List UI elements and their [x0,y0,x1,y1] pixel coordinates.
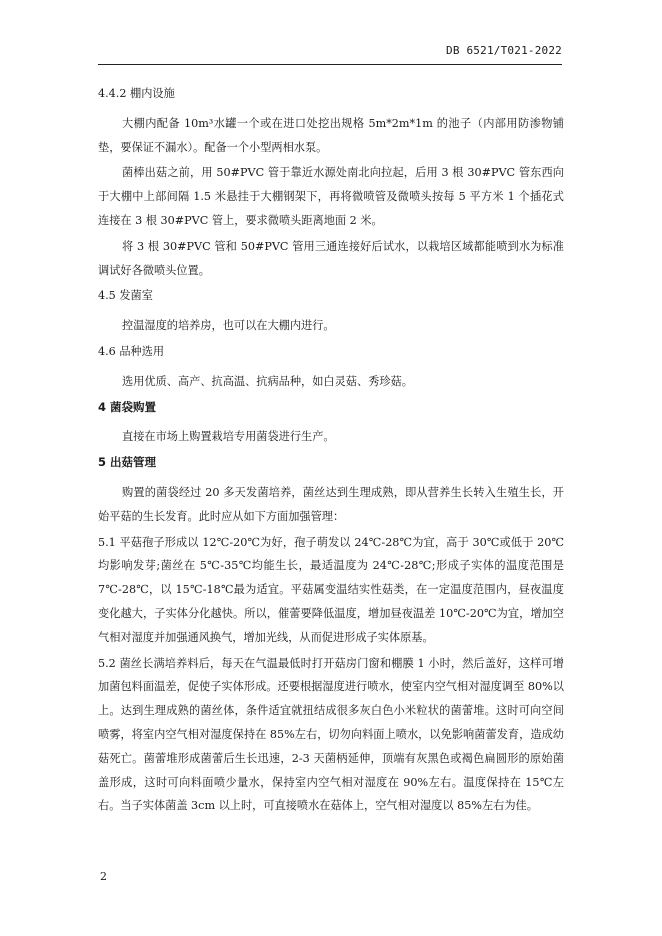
section-5-paragraph: 购置的菌袋经过 20 多天发菌培养，菌丝达到生理成熟，即从营养生长转入生殖生长，开始平菇的生长发育。此时应从如下方面加强管理： [98,485,564,523]
section-4-heading: 4 菌袋购置 [98,399,157,414]
section-5-1-paragraph: 5.1 平菇孢子形成以 12℃-20℃为好，孢子萌发以 24℃-28℃为宜，高于 30℃或低于 20℃均影响发芽;菌丝在 5℃-35℃均能生长，最适温度为 24℃-28℃;形成子实体的温度范围是 7℃-28℃，以 15℃-18℃最为适宜。平菇属变温结实性菇类，在一定温度范围内，昼夜温度变化越大，子实体分化越快。所以，催蕾要降低温度，增加昼夜温差 10℃-20℃为宜，增加空气相对湿度并加强通风换气，增加光线，从而促进形成子实体原基。 [98,535,564,644]
section-4-4-2-paragraph-2: 菌棒出菇之前，用 50#PVC 管于靠近水源处南北向拉起，后用 3 根 30#PVC 管东西向于大棚中上部间隔 1.5 米悬挂于大棚钢架下，再将微喷管及微喷头按每 5 平方米 1 个插花式连接在 3 根 30#PVC 管上，要求微喷头距离地面 2 米。 [98,166,564,227]
section-4-6-paragraph: 选用优质、高产、抗高温、抗病品种，如白灵菇、秀珍菇。 [122,374,413,388]
document-body [98,82,564,820]
section-4-6-heading: 4.6 品种选用 [98,344,165,358]
section-5-heading: 5 出菇管理 [98,455,157,470]
page-header-code: DB 6521/T021-2022 [446,44,562,57]
header-rule [98,64,562,65]
section-4-4-2-paragraph-1: 大棚内配备 10m³水罐一个或在进口处挖出规格 5m*2m*1m 的池子（内部用防渗物铺垫，要保证不漏水）。配备一个小型两相水泵。 [98,116,564,154]
section-4-5-heading: 4.5 发菌室 [98,289,153,303]
section-4-4-2-paragraph-3: 将 3 根 30#PVC 管和 50#PVC 管用三通连接好后试水，以栽培区域都能喷到水为标准调试好各微喷头位置。 [98,239,564,277]
section-5-2-paragraph: 5.2 菌丝长满培养料后，每天在气温最低时打开菇房门窗和棚膜 1 小时，然后盖好，这样可增加菌包料面温差，促使子实体形成。还要根据湿度进行喷水，使室内空气相对湿度调至 80%以上。达到生理成熟的菌丝体，条件适宜就扭结成很多灰白色小米粒状的菌蕾堆。这时可向空间喷雾，将室内空气相对湿度保持在 85%左右，切勿向料面上喷水，以免影响菌蕾发育，造成幼菇死亡。菌蕾堆形成菌蕾后生长迅速，2-3 天菌柄延伸，顶端有灰黑色或褐色扁圆形的原始菌盖形成，这时可向料面喷少量水，保持室内空气相对湿度在 90%左右。温度保持在 15℃左右。当子实体菌盖 3cm 以上时，可直接喷水在菇体上，空气相对湿度以 85%左右为佳。 [98,656,564,813]
section-4-paragraph: 直接在市场上购置栽培专用菌袋进行生产。 [122,430,335,444]
section-4-4-2-heading: 4.4.2 棚内设施 [98,87,175,100]
section-4-5-paragraph: 控温湿度的培养房，也可以在大棚内进行。 [122,319,335,333]
page-number: 2 [100,870,107,883]
